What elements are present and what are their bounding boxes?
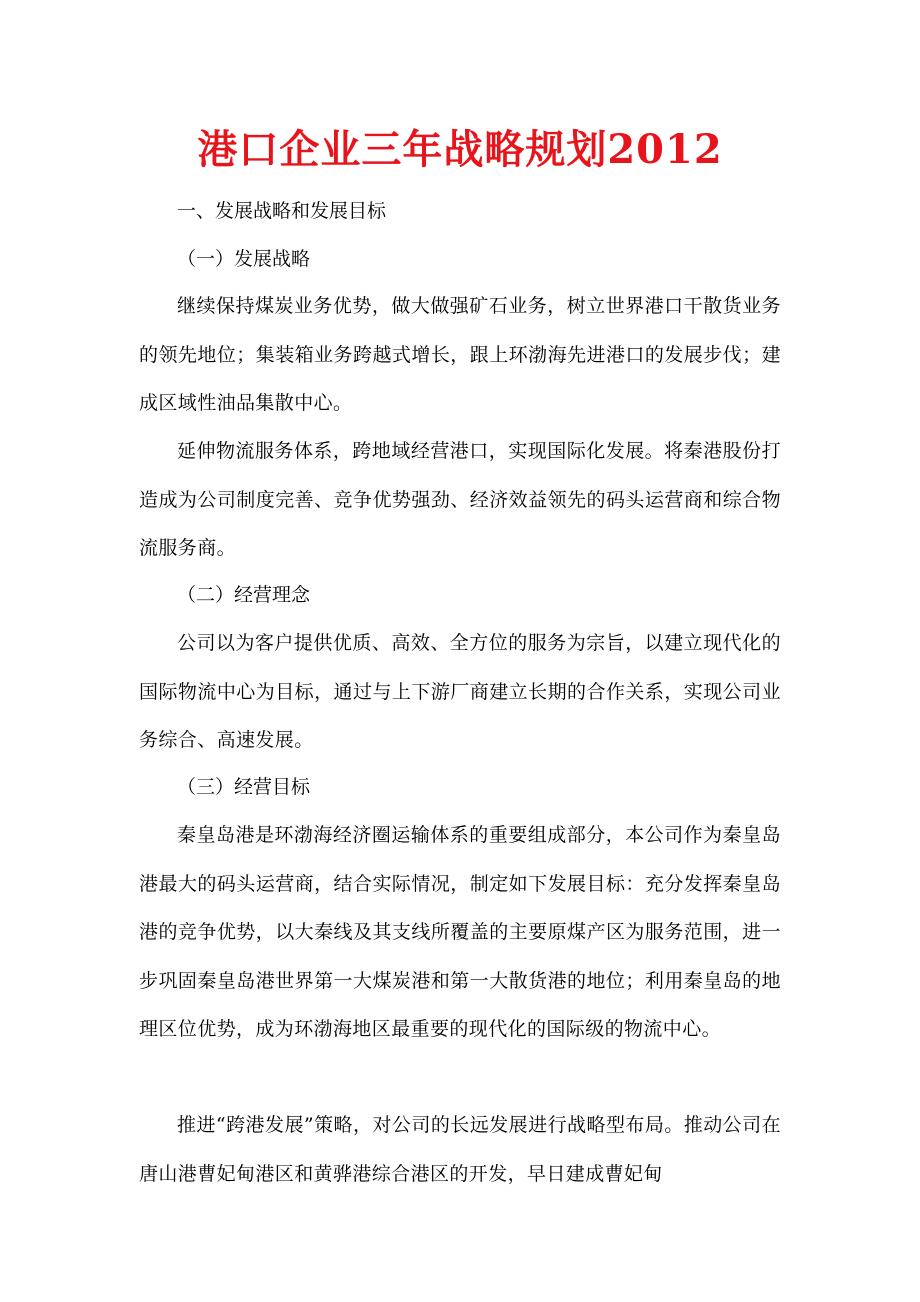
document-title: 港口企业三年战略规划2012 [197, 126, 723, 173]
paragraph-business-advantages: 继续保持煤炭业务优势，做大做强矿石业务，树立世界港口干散货业务的领先地位；集装箱业务跨越式增长，跟上环渤海先进港口的发展步伐；建成区域性油品集散中心。 [139, 295, 781, 415]
section-heading-development-strategy-and-goals: 一、发展战略和发展目标 [177, 200, 387, 222]
subsection-heading-business-philosophy: （二）经营理念 [177, 584, 311, 606]
paragraph-cross-port-development: 推进“跨港发展”策略，对公司的长远发展进行战略型布局。推动公司在唐山港曹妃甸港区和黄骅港综合港区的开发，早日建成曹妃甸 [139, 1114, 781, 1185]
paragraph-qinhuangdao-port-goals: 秦皇岛港是环渤海经济圈运输体系的重要组成部分，本公司作为秦皇岛港最大的码头运营商，结合实际情况，制定如下发展目标：充分发挥秦皇岛港的竞争优势，以大秦线及其支线所覆盖的主要原煤产区为服务范围，进一步巩固秦皇岛港世界第一大煤炭港和第一大散货港的地位；利用秦皇岛的地理区位优势，成为环渤海地区最重要的现代化的国际级的物流中心。 [139, 824, 781, 1041]
subsection-heading-business-goals: （三）经营目标 [177, 776, 311, 798]
subsection-heading-development-strategy: （一）发展战略 [177, 248, 311, 270]
paragraph-logistics-system: 延伸物流服务体系，跨地域经营港口，实现国际化发展。将秦港股份打造成为公司制度完善、竞争优势强劲、经济效益领先的码头运营商和综合物流服务商。 [139, 440, 781, 560]
paragraph-customer-service: 公司以为客户提供优质、高效、全方位的服务为宗旨，以建立现代化的国际物流中心为目标，通过与上下游厂商建立长期的合作关系，实现公司业务综合、高速发展。 [139, 632, 781, 752]
